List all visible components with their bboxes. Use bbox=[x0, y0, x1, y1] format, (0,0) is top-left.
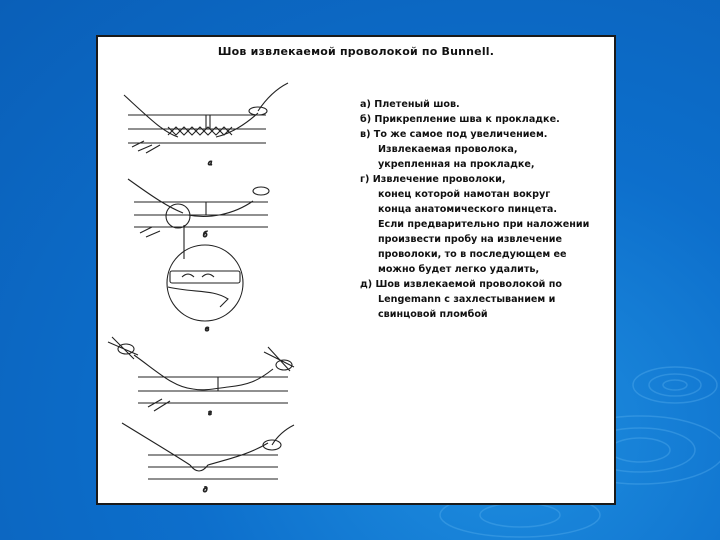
figure-label-b: б bbox=[203, 231, 208, 239]
legend-line: д) Шов извлекаемой проволокой по bbox=[360, 279, 562, 290]
legend-line: свинцовой пломбой bbox=[378, 309, 488, 320]
legend-line: а) Плетеный шов. bbox=[360, 99, 460, 110]
figure-d-wire-extraction bbox=[108, 337, 294, 411]
legend-line: произвести пробу на извлечение bbox=[378, 234, 562, 245]
figure-label-c: в bbox=[205, 325, 210, 333]
legend-line: Извлекаемая проволока, bbox=[378, 144, 518, 155]
legend-line: можно будет легко удалить, bbox=[378, 264, 540, 275]
figure-b-attachment-to-pad bbox=[128, 179, 269, 259]
figure-c-magnified-view bbox=[167, 245, 243, 321]
legend-line: г) Извлечение проволоки, bbox=[360, 174, 506, 185]
legend-line: конец которой намотан вокруг bbox=[378, 189, 551, 200]
legend-line: Lengemann с захлестыванием и bbox=[378, 294, 556, 305]
figure-label-e: д bbox=[203, 486, 208, 494]
legend-line: б) Прикрепление шва к прокладке. bbox=[360, 114, 560, 125]
content-panel bbox=[96, 35, 616, 505]
legend-line: в) То же самое под увеличением. bbox=[360, 129, 548, 140]
legend-line: проволоки, то в последующем ее bbox=[378, 249, 567, 260]
legend-line: укрепленная на прокладке, bbox=[378, 159, 535, 170]
slide-title: Шов извлекаемой проволокой по Bunnell. bbox=[217, 45, 495, 58]
figure-e-lengemann-suture bbox=[122, 423, 294, 479]
legend-line: конца анатомического пинцета. bbox=[378, 204, 558, 215]
legend-text bbox=[360, 97, 610, 322]
figure-label-a: а bbox=[208, 159, 213, 167]
figure-a-braided-suture bbox=[124, 83, 288, 153]
legend-line: Если предварительно при наложении bbox=[378, 219, 590, 230]
figure-label-d: г bbox=[208, 409, 212, 417]
